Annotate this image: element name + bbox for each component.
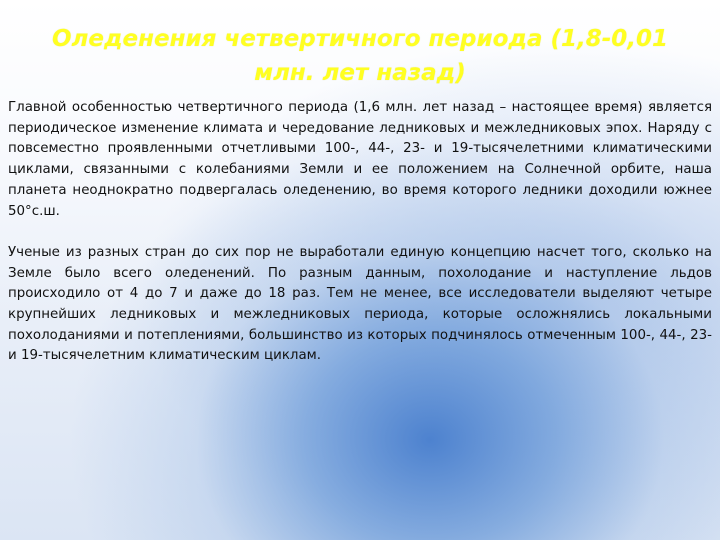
paragraph-2: Ученые из разных стран до сих пор не выработали единую концепцию насчет того, сколько на Земле было всего оледенений. По разным данным, похолодание и наступление льдов происходило от 4 до 7 и даже до 18 раз. Тем не менее, все исследователи выделяют четыре крупнейших ледниковых и межледниковых периода, которые осложнялись локальными похолоданиями и потеплениями, большинство из которых подчинялось отмеченным 100-, 44-, 23- и 19-тысячелетним климатическим циклам. <box>8 244 712 364</box>
paragraph-1: Главной особенностью четвертичного периода (1,6 млн. лет назад – настоящее время) является периодическое изменение климата и чередование ледниковых и межледниковых эпох. Наряду с повсеместно проявленными отчетливыми 100-, 44-, 23- и 19-тысячелетними климатическими циклами, связанными с колебаниями Земли и ее положением на Солнечной орбите, наша планета неоднократно подвергалась оледенению, во время которого ледники доходили южнее 50°с.ш. <box>8 100 712 219</box>
slide-body <box>8 98 712 367</box>
slide-title: Оледенения четвертичного периода (1,8-0,01 млн. лет назад) <box>51 26 669 86</box>
